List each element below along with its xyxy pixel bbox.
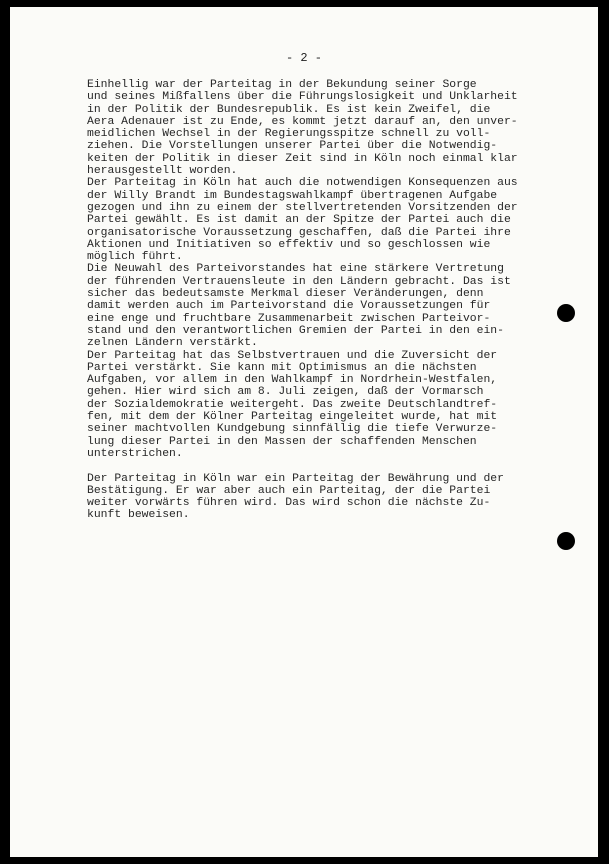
text-line: unterstrichen. [87, 447, 183, 460]
text-line: herausgestellt worden. [87, 165, 238, 178]
text-line: Aera Adenauer ist zu Ende, es kommt jetzt darauf an, den unver- [87, 115, 518, 128]
text-line: keiten der Politik in dieser Zeit sind in Köln noch einmal klar [87, 152, 518, 165]
text-line: Partei verstärkt. Sie kann mit Optimismus an die nächsten [87, 361, 477, 374]
punch-hole-upper [557, 304, 575, 322]
text-line: und seines Mißfallens über die Führungslosigkeit und Unklarheit [87, 91, 518, 104]
paragraph [87, 350, 557, 461]
document-page [10, 7, 598, 857]
text-line: lung dieser Partei in den Massen der schaffenden Menschen [87, 435, 477, 448]
text-line: in der Politik der Bundesrepublik. Es ist kein Zweifel, die [87, 103, 491, 116]
text-line: ziehen. Die Vorstellungen unserer Partei über die Notwendig- [87, 140, 498, 153]
text-line: der führenden Vertrauensleute in den Ländern gebracht. Das ist [87, 275, 511, 288]
text-line: weiter vorwärts führen wird. Das wird schon die nächste Zu- [87, 497, 491, 510]
text-line: Der Parteitag in Köln war ein Parteitag der Bewährung und der [87, 472, 504, 485]
text-line: kunft beweisen. [87, 509, 190, 522]
paragraph [87, 263, 557, 349]
text-line: Aufgaben, vor allem in den Wahlkampf in Nordrhein-Westfalen, [87, 374, 498, 387]
text-line: Partei gewählt. Es ist damit an der Spitze der Partei auch die [87, 214, 511, 227]
text-line: Der Parteitag hat das Selbstvertrauen und die Zuversicht der [87, 349, 498, 362]
text-line: Die Neuwahl des Parteivorstandes hat eine stärkere Vertretung [87, 263, 504, 276]
text-line: Bestätigung. Er war aber auch ein Parteitag, der die Partei [87, 484, 491, 497]
document-body [87, 79, 557, 522]
text-line: der Willy Brandt im Bundestagswahlkampf übertragenen Aufgabe [87, 189, 498, 202]
text-line: damit werden auch im Parteivorstand die Voraussetzungen für [87, 300, 491, 313]
text-line: Aktionen und Initiativen so effektiv und so geschlossen wie [87, 238, 491, 251]
paragraph [87, 473, 557, 522]
text-line: sicher das bedeutsamste Merkmal dieser Veränderungen, denn [87, 288, 484, 301]
text-line: Der Parteitag in Köln hat auch die notwendigen Konsequenzen aus [87, 177, 518, 190]
punch-hole-lower [557, 532, 575, 550]
text-line: seiner machtvollen Kundgebung sinnfällig die tiefe Verwurze- [87, 423, 498, 436]
text-line: gehen. Hier wird sich am 8. Juli zeigen, daß der Vormarsch [87, 386, 484, 399]
text-line: fen, mit dem der Kölner Parteitag eingeleitet wurde, hat mit [87, 411, 498, 424]
text-line: meidlichen Wechsel in der Regierungsspitze schnell zu voll- [87, 128, 491, 141]
text-line: eine enge und fruchtbare Zusammenarbeit zwischen Parteivor- [87, 312, 491, 325]
text-line: Einhellig war der Parteitag in der Bekundung seiner Sorge [87, 79, 477, 91]
text-line: der Sozialdemokratie weitergeht. Das zweite Deutschlandtref- [87, 398, 498, 411]
text-line: gezogen und ihn zu einem der stellvertretenden Vorsitzenden der [87, 201, 518, 214]
text-line: möglich führt. [87, 251, 183, 264]
text-line: stand und den verantwortlichen Gremien der Partei in den ein- [87, 324, 504, 337]
text-line: organisatorische Voraussetzung geschaffen, daß die Partei ihre [87, 226, 511, 239]
page-number: - 2 - [285, 51, 322, 65]
paragraph [87, 79, 557, 177]
text-line: zelnen Ländern verstärkt. [87, 337, 258, 350]
paragraph [87, 177, 557, 263]
